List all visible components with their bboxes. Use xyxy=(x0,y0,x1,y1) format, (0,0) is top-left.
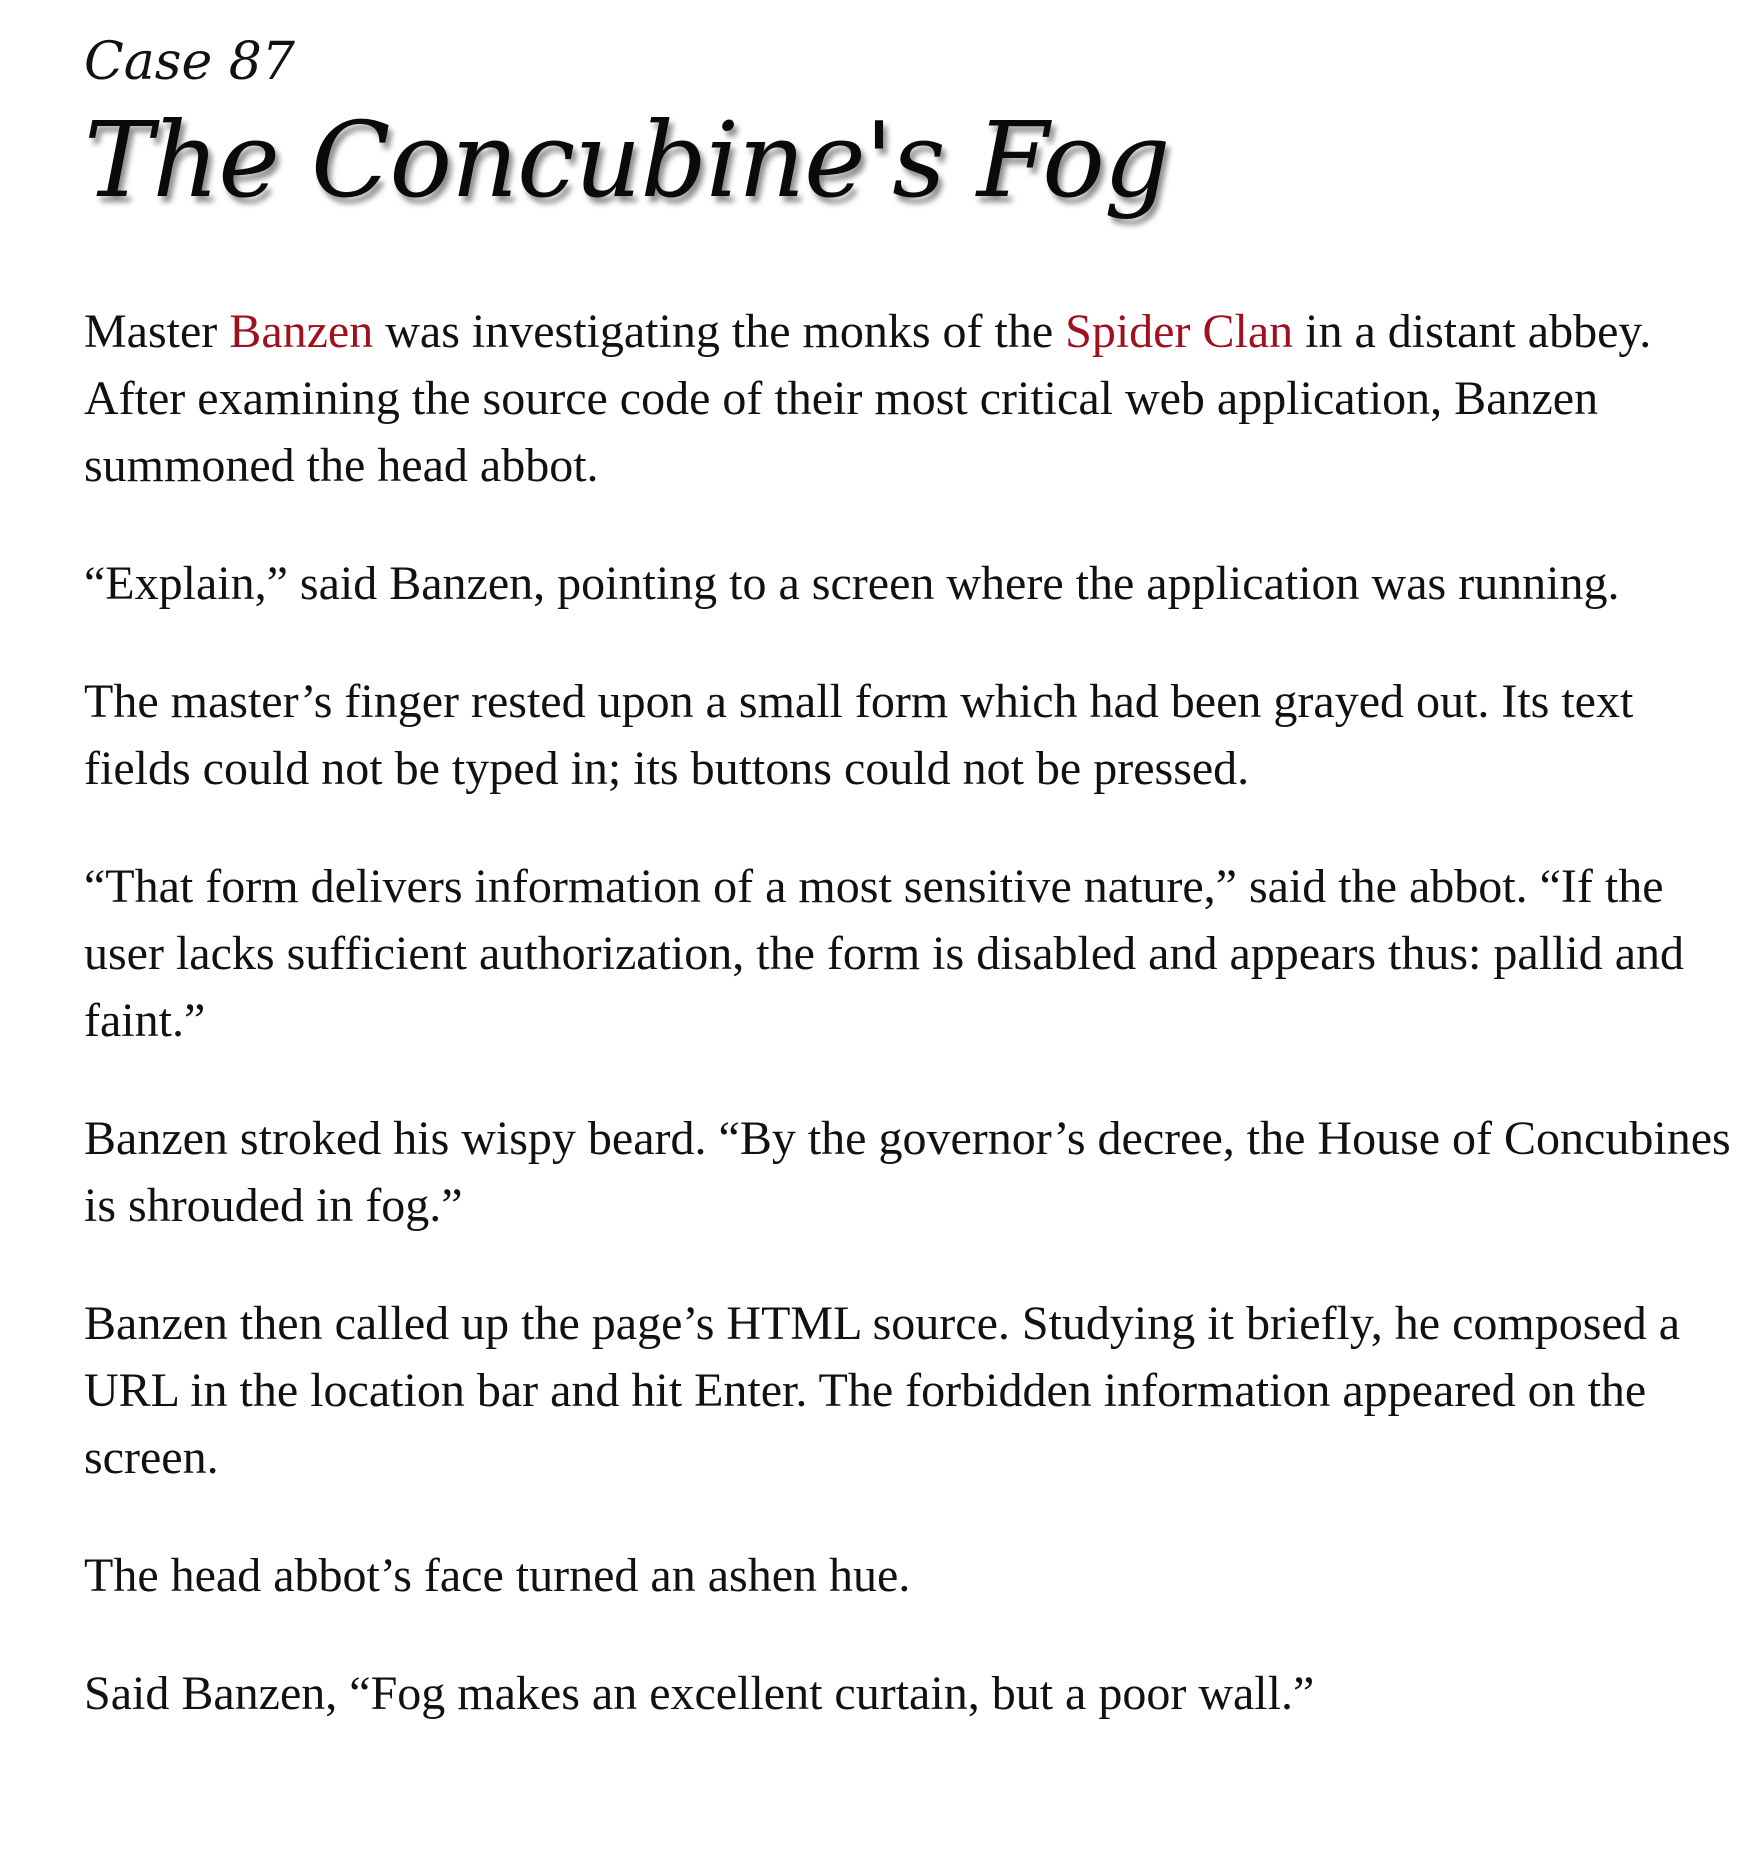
p1-text-middle: was investigating the monks of the xyxy=(373,305,1066,358)
story-paragraph-6: Banzen then called up the page’s HTML source. Studying it briefly, he composed a URL in the location bar and hit Enter. The forbidden information appeared on the screen. xyxy=(84,1297,1680,1484)
story-body xyxy=(84,298,1744,1727)
spider-clan-link[interactable]: Spider Clan xyxy=(1065,305,1294,358)
p1-text-start: Master xyxy=(84,305,230,358)
p1-text-end: in a distant abbey. After examining the source code of their most critical web application, Banzen summoned the head abbot. xyxy=(84,305,1652,492)
story-paragraph-7: The head abbot’s face turned an ashen hue. xyxy=(84,1549,911,1602)
story-paragraph-4: “That form delivers information of a most sensitive nature,” said the abbot. “If the user lacks sufficient authorization, the form is disabled and appears thus: pallid and faint.” xyxy=(84,860,1685,1047)
case-number: Case 87 xyxy=(84,32,295,92)
story-paragraph-2: “Explain,” said Banzen, pointing to a screen where the application was running. xyxy=(84,557,1620,610)
page-title: The Concubine's Fog xyxy=(84,99,1170,221)
banzen-link[interactable]: Banzen xyxy=(229,305,374,358)
story-paragraph-3: The master’s finger rested upon a small form which had been grayed out. Its text fields could not be typed in; its buttons could not be pressed. xyxy=(84,675,1634,795)
story-paragraph-5: Banzen stroked his wispy beard. “By the governor’s decree, the House of Concubines is shrouded in fog.” xyxy=(84,1112,1731,1232)
story-paragraph-1 xyxy=(84,298,1744,499)
story-paragraph-8: Said Banzen, “Fog makes an excellent curtain, but a poor wall.” xyxy=(84,1667,1315,1720)
koan-page xyxy=(84,0,1744,1727)
